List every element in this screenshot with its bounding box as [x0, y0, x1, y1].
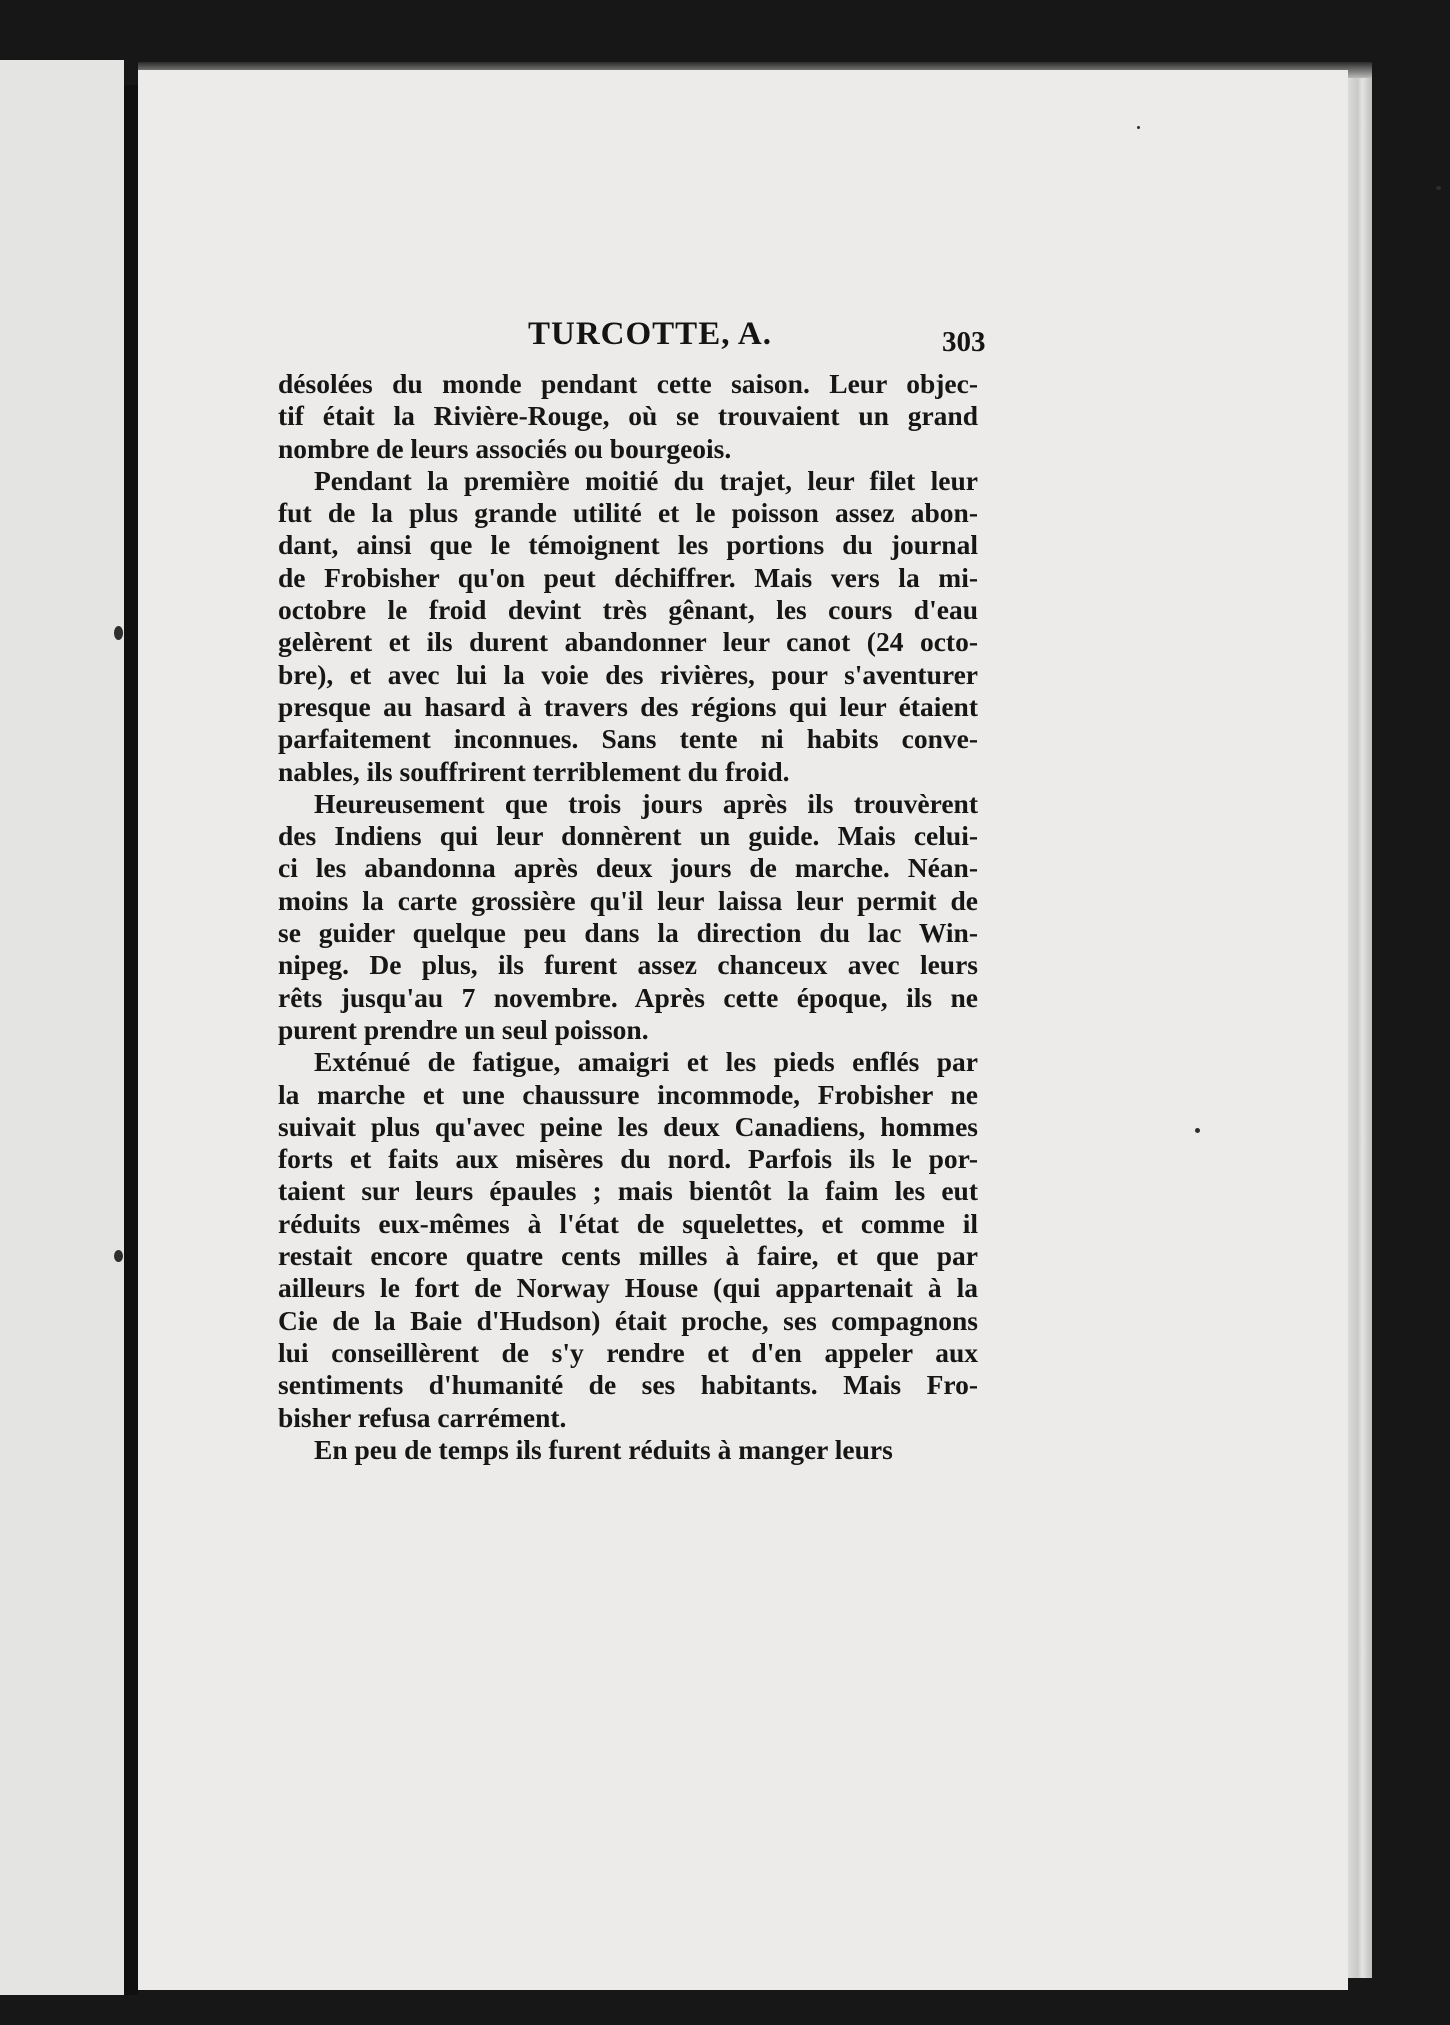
text-line: réduits eux-mêmes à l'état de squelettes, et comme il [278, 1207, 978, 1239]
paragraph [278, 368, 978, 465]
right-page-edges [1348, 78, 1372, 1978]
text-line: nables, ils souffrirent terriblement du froid. [278, 755, 790, 787]
text-line: bisher refusa carrément. [278, 1401, 567, 1433]
text-line: désolées du monde pendant cette saison. Leur objec- [278, 368, 978, 399]
text-line: moins la carte grossière qu'il leur laissa leur permit de [278, 884, 978, 916]
left-page-edge [0, 60, 124, 1995]
page-number: 303 [942, 326, 986, 358]
text-line: fut de la plus grande utilité et le poisson assez abon- [278, 497, 978, 529]
text-line: forts et faits aux misères du nord. Parfois ils le por- [278, 1143, 978, 1175]
text-line: suivait plus qu'avec peine les deux Canadiens, hommes [278, 1110, 978, 1142]
ink-speck [1195, 1128, 1200, 1133]
text-line: sentiments d'humanité de ses habitants. Mais Fro- [278, 1369, 978, 1401]
text-line: dant, ainsi que le témoignent les portions du journal [278, 529, 978, 561]
paragraph [278, 1434, 978, 1466]
text-line: Pendant la première moitié du trajet, leur filet leur [314, 464, 978, 496]
paragraph [278, 788, 978, 1046]
ink-speck [1436, 186, 1441, 190]
text-line: ci les abandonna après deux jours de marche. Néan- [278, 852, 978, 884]
text-line: de Frobisher qu'on peut déchiffrer. Mais vers la mi- [278, 561, 978, 593]
ink-speck [1137, 126, 1140, 129]
text-line: nipeg. De plus, ils furent assez chanceux avec leurs [278, 949, 978, 981]
text-line: purent prendre un seul poisson. [278, 1013, 649, 1045]
running-title: TURCOTTE, A. [528, 316, 772, 352]
paragraph [278, 465, 978, 788]
text-line: tif était la Rivière-Rouge, où se trouvaient un grand [278, 400, 978, 432]
text-line: lui conseillèrent de s'y rendre et d'en appeler aux [278, 1336, 978, 1368]
text-line: Exténué de fatigue, amaigri et les pieds enflés par [314, 1046, 978, 1078]
ink-speck [114, 1250, 123, 1262]
text-line: la marche et une chaussure incommode, Frobisher ne [278, 1078, 978, 1110]
text-line: ailleurs le fort de Norway House (qui appartenait à la [278, 1272, 978, 1304]
text-line: parfaitement inconnues. Sans tente ni habits conve- [278, 723, 978, 755]
book-spine-shadow [124, 85, 138, 1995]
text-line: Heureusement que trois jours après ils trouvèrent [314, 787, 978, 819]
text-line: restait encore quatre cents milles à faire, et que par [278, 1240, 978, 1272]
text-line: rêts jusqu'au 7 novembre. Après cette époque, ils ne [278, 981, 978, 1013]
text-line: bre), et avec lui la voie des rivières, pour s'aventurer [278, 658, 978, 690]
body-text [278, 368, 978, 1466]
text-line: des Indiens qui leur donnèrent un guide. Mais celui- [278, 820, 978, 852]
text-line: octobre le froid devint très gênant, les cours d'eau [278, 594, 978, 626]
text-line: taient sur leurs épaules ; mais bientôt la faim les eut [278, 1175, 978, 1207]
text-line: nombre de leurs associés ou bourgeois. [278, 432, 732, 464]
text-line: presque au hasard à travers des régions qui leur étaient [278, 690, 978, 722]
text-line: gelèrent et ils durent abandonner leur canot (24 octo- [278, 626, 978, 658]
text-line: En peu de temps ils furent réduits à manger leurs [314, 1433, 893, 1465]
text-line: Cie de la Baie d'Hudson) était proche, ses compagnons [278, 1304, 978, 1336]
ink-speck [114, 626, 123, 640]
text-line: se guider quelque peu dans la direction du lac Win- [278, 917, 978, 949]
paragraph [278, 1046, 978, 1434]
